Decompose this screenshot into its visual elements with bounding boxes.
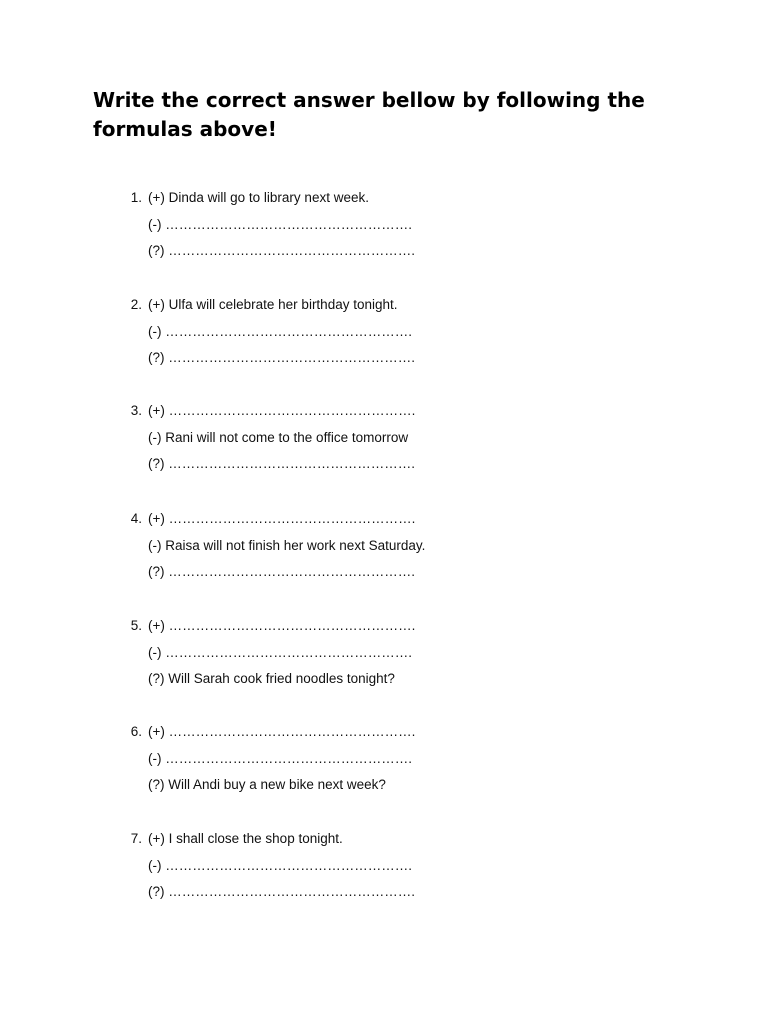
question-number: 3.	[130, 403, 142, 418]
question-item-3	[0, 403, 768, 483]
positive-sentence: (+) ……………………………………………….	[148, 724, 416, 739]
question-item-1	[0, 190, 768, 270]
positive-sentence: (+) ……………………………………………….	[148, 403, 416, 418]
positive-sentence: (+) ……………………………………………….	[148, 511, 416, 526]
question-item-2	[0, 297, 768, 377]
positive-sentence: (+) I shall close the shop tonight.	[148, 831, 343, 846]
question-number: 5.	[130, 618, 142, 633]
question-number: 4.	[130, 511, 142, 526]
positive-sentence: (+) ……………………………………………….	[148, 618, 416, 633]
question-number: 7.	[130, 831, 142, 846]
interrogative-sentence: (?) Will Sarah cook fried noodles tonight?	[148, 671, 395, 686]
page-title: Write the correct answer bellow by following the formulas above!	[93, 88, 645, 141]
negative-sentence: (-) ……………………………………………….	[148, 324, 412, 339]
negative-sentence: (-) ……………………………………………….	[148, 217, 412, 232]
interrogative-sentence: (?) ……………………………………………….	[148, 243, 416, 258]
negative-sentence: (-) Rani will not come to the office tomorrow	[148, 430, 409, 445]
question-item-7	[0, 831, 768, 911]
interrogative-sentence: (?) ……………………………………………….	[148, 456, 416, 471]
question-item-4	[0, 511, 768, 591]
positive-sentence: (+) Dinda will go to library next week.	[148, 190, 369, 205]
question-number: 1.	[130, 190, 142, 205]
negative-sentence: (-) ……………………………………………….	[148, 751, 412, 766]
interrogative-sentence: (?) ……………………………………………….	[148, 884, 416, 899]
interrogative-sentence: (?) Will Andi buy a new bike next week?	[148, 777, 386, 792]
positive-sentence: (+) Ulfa will celebrate her birthday tonight.	[148, 297, 398, 312]
negative-sentence: (-) ……………………………………………….	[148, 858, 412, 873]
interrogative-sentence: (?) ……………………………………………….	[148, 350, 416, 365]
question-number: 6.	[130, 724, 142, 739]
question-number: 2.	[130, 297, 142, 312]
question-item-5	[0, 618, 768, 698]
question-item-6	[0, 724, 768, 804]
negative-sentence: (-) ……………………………………………….	[148, 645, 412, 660]
negative-sentence: (-) Raisa will not finish her work next Saturday.	[148, 538, 426, 553]
interrogative-sentence: (?) ……………………………………………….	[148, 564, 416, 579]
